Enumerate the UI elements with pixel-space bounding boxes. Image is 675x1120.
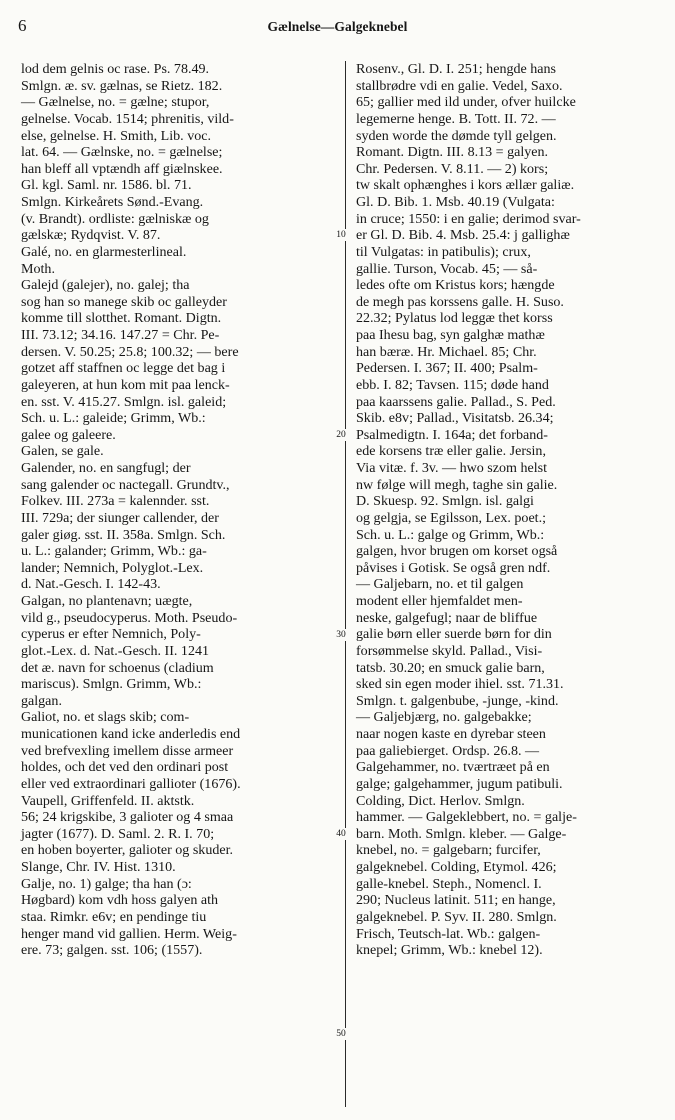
column-divider bbox=[345, 61, 346, 1107]
text-line: 65; gallier med ild under, ofver huilcke bbox=[356, 94, 576, 111]
text-line: ere. 73; galgen. sst. 106; (1557). bbox=[21, 942, 203, 959]
text-line: Slange, Chr. IV. Hist. 1310. bbox=[21, 859, 176, 875]
text-line: tw skalt ophænghes i kors ællær galiæ. bbox=[356, 177, 575, 194]
text-line: Rosenv., Gl. D. I. 251; hengde hans bbox=[356, 61, 557, 77]
text-line: Psalmedigtn. I. 164a; det forband- bbox=[356, 426, 548, 443]
text-line: Pedersen. I. 367; II. 400; Psalm- bbox=[356, 360, 538, 377]
text-line: nw følge will megh, taghe sin galie. bbox=[356, 476, 558, 493]
line-number: 50 bbox=[329, 1028, 353, 1040]
text-line: han bleff all vptændh aff giælnskee. bbox=[21, 160, 223, 177]
text-line: Smlgn. Kirkeårets Sønd.-Evang. bbox=[21, 194, 204, 210]
text-line: Sch. u. L.: galeide; Grimm, Wb.: bbox=[21, 410, 206, 427]
text-line: else, gelnelse. H. Smith, Lib. voc. bbox=[21, 127, 211, 144]
text-line: 56; 24 krigskibe, 3 galioter og 4 smaa bbox=[21, 809, 234, 826]
text-line: galgeknebel. Colding, Etymol. 426; bbox=[356, 859, 557, 875]
text-line: gelnelse. Vocab. 1514; phrenitis, vild- bbox=[21, 110, 234, 127]
text-line: d. Nat.-Gesch. I. 142-43. bbox=[21, 576, 161, 593]
text-line: u. L.: galander; Grimm, Wb.: ga- bbox=[21, 543, 207, 560]
text-line: sked sin egen moder ihiel. sst. 71.31. bbox=[356, 676, 564, 693]
text-line: hammer. — Galgeklebbert, no. = galje- bbox=[356, 809, 577, 826]
text-line: vild g., pseudocyperus. Moth. Pseudo- bbox=[21, 609, 238, 626]
text-line: — Galjebarn, no. et til galgen bbox=[356, 576, 524, 593]
text-line: (v. Brandt). ordliste: gælniskæ og bbox=[21, 210, 209, 227]
text-line: Galje, no. 1) galge; tha han (ɔ: bbox=[21, 875, 192, 892]
text-line: stallbrødre vdi en galie. Vedel, Saxo. bbox=[356, 77, 563, 94]
text-line: — Galjebjærg, no. galgebakke; bbox=[356, 709, 532, 726]
text-line: ede korsens træ eller galie. Jersin, bbox=[356, 443, 546, 460]
text-line: sog han so manege skib oc galleyder bbox=[21, 293, 227, 310]
text-line: neske, galgefugl; naar de bliffue bbox=[356, 609, 538, 626]
text-line: Vaupell, Griffenfeld. II. aktstk. bbox=[21, 792, 195, 809]
text-line: — Gælnelse, no. = gælne; stupor, bbox=[21, 94, 210, 111]
text-line: Galen, se gale. bbox=[21, 443, 104, 460]
text-line: dersen. V. 50.25; 25.8; 100.32; — bere bbox=[21, 343, 239, 360]
line-number: 30 bbox=[329, 629, 353, 641]
text-line: galgen, hvor brugen om korset også bbox=[356, 543, 558, 560]
text-line: 290; Nucleus latinit. 511; en hange, bbox=[356, 892, 556, 909]
text-line: galeyeren, at hun kom mit paa lenck- bbox=[21, 376, 230, 393]
line-number: 40 bbox=[329, 828, 353, 840]
text-line: galgeknebel. P. Syv. II. 280. Smlgn. bbox=[356, 908, 557, 925]
text-line: Galejd (galejer), no. galej; tha bbox=[21, 277, 190, 294]
text-line: galge; galgehammer, jugum patibuli. bbox=[356, 775, 563, 792]
text-line: galee og galeere. bbox=[21, 426, 116, 443]
text-line: paa Ihesu bag, syn galghæ mathæ bbox=[356, 327, 545, 343]
text-line: lander; Nemnich, Polyglot.-Lex. bbox=[21, 559, 204, 576]
text-line: Skib. e8v; Pallad., Visitatsb. 26.34; bbox=[356, 410, 554, 427]
text-line: galle-knebel. Steph., Nomencl. I. bbox=[356, 875, 542, 892]
right-column bbox=[356, 61, 668, 959]
text-line: mariscus). Smlgn. Grimm, Wb.: bbox=[21, 676, 202, 693]
text-line: ledes ofte om Kristus kors; hængde bbox=[356, 277, 555, 294]
text-line: Frisch, Teutsch-lat. Wb.: galgen- bbox=[356, 925, 541, 942]
text-line: gælskæ; Rydqvist. V. 87. bbox=[21, 227, 161, 244]
line-number: 10 bbox=[329, 229, 353, 241]
left-column bbox=[21, 61, 339, 959]
text-line: det æ. navn for schoenus (cladium bbox=[21, 659, 214, 676]
text-line: forsømmelse skyld. Pallad., Visi- bbox=[356, 642, 543, 659]
text-line: Galgehammer, no. tværtræet på en bbox=[356, 759, 550, 776]
text-line: henger mand vid gallien. Herm. Weig- bbox=[21, 925, 237, 942]
text-line: staa. Rimkr. e6v; en pendinge tiu bbox=[21, 908, 207, 925]
text-line: 22.32; Pylatus lod leggæ thet korss bbox=[356, 310, 553, 327]
text-line: eller ved extraordinari gallioter (1676). bbox=[21, 775, 241, 792]
text-line: han bæræ. Hr. Michael. 85; Chr. bbox=[356, 343, 537, 360]
running-head: Gælnelse—Galgeknebel bbox=[267, 19, 408, 34]
text-line: legemerne henge. B. Tott. II. 72. — bbox=[356, 110, 556, 127]
text-line: municationen kand icke anderledis end bbox=[21, 726, 241, 742]
text-line: tatsb. 30.20; en smuck galie barn, bbox=[356, 659, 545, 676]
text-line: Smlgn. æ. sv. gælnas, se Rietz. 182. bbox=[21, 77, 223, 94]
text-line: de megh pas korssens galle. H. Suso. bbox=[356, 293, 564, 310]
text-line: naar nogen kaste en dyrebar steen bbox=[356, 726, 546, 742]
text-line: Galender, no. en sangfugl; der bbox=[21, 460, 191, 476]
text-line: holdes, och det ved den ordinari post bbox=[21, 759, 229, 776]
text-line: påvises i Gotisk. Se også gren ndf. bbox=[356, 559, 551, 576]
text-line: Smlgn. t. galgenbube, -junge, -kind. bbox=[356, 692, 559, 709]
text-line: Sch. u. L.: galge og Grimm, Wb.: bbox=[356, 526, 545, 543]
text-line: Colding, Dict. Herlov. Smlgn. bbox=[356, 792, 525, 809]
text-line: Galgan, no plantenavn; uægte, bbox=[21, 593, 193, 609]
line-number: 20 bbox=[329, 429, 353, 441]
text-line: Folkev. III. 273a = kalennder. sst. bbox=[21, 493, 210, 510]
text-line: in cruce; 1550: i en galie; derimod svar- bbox=[356, 210, 581, 227]
text-line: Høgbard) kom vdh hoss galyen ath bbox=[21, 892, 219, 909]
text-line: Galiot, no. et slags skib; com- bbox=[21, 709, 190, 726]
text-line: paa galiebierget. Ordsp. 26.8. — bbox=[356, 742, 540, 759]
text-line: cyperus er efter Nemnich, Poly- bbox=[21, 626, 201, 643]
text-line: III. 73.12; 34.16. 147.27 = Chr. Pe- bbox=[21, 327, 220, 343]
text-line: galgan. bbox=[21, 692, 62, 709]
text-line: III. 729a; der siunger callender, der bbox=[21, 509, 219, 526]
text-line: gallie. Turson, Vocab. 45; — så- bbox=[356, 260, 538, 277]
text-line: Via vitæ. f. 3v. — hwo szom helst bbox=[356, 460, 547, 476]
text-line: glot.-Lex. d. Nat.-Gesch. II. 1241 bbox=[21, 642, 210, 659]
text-line: Gl. kgl. Saml. nr. 1586. bl. 71. bbox=[21, 177, 192, 194]
text-line: gotzet aff staffnen oc legge det bag i bbox=[21, 360, 226, 377]
page-number: 6 bbox=[18, 16, 27, 35]
text-line: knepel; Grimm, Wb.: knebel 12). bbox=[356, 942, 543, 959]
text-line: en hoben boyerter, galioter og skuder. bbox=[21, 842, 234, 859]
text-line: Gl. D. Bib. 1. Msb. 40.19 (Vulgata: bbox=[356, 194, 555, 210]
text-line: syden worde the dømde tyll gelgen. bbox=[356, 127, 557, 144]
text-line: ved brefvexling imellem disse armeer bbox=[21, 742, 234, 759]
text-line: Galé, no. en glarmesterlineal. bbox=[21, 243, 187, 260]
text-line: knebel, no. = galgebarn; furcifer, bbox=[356, 842, 541, 859]
text-line: jagter (1677). D. Saml. 2. R. I. 70; bbox=[21, 825, 215, 842]
text-line: sang galender oc nactegall. Grundtv., bbox=[21, 476, 230, 493]
text-line: Romant. Digtn. III. 8.13 = galyen. bbox=[356, 144, 549, 161]
text-line: galie børn eller suerde børn for din bbox=[356, 626, 552, 643]
text-line: lat. 64. — Gælnske, no. = gælnelse; bbox=[21, 144, 223, 161]
text-line: Chr. Pedersen. V. 8.11. — 2) kors; bbox=[356, 160, 549, 177]
text-line: galer giøg. sst. II. 358a. Smlgn. Sch. bbox=[21, 526, 226, 543]
text-line: Moth. bbox=[21, 260, 55, 277]
text-line: lod dem gelnis oc rase. Ps. 78.49. bbox=[21, 61, 210, 77]
text-line: og gelgja, se Egilsson, Lex. poet.; bbox=[356, 509, 546, 526]
text-line: paa kaarssens galie. Pallad., S. Ped. bbox=[356, 393, 556, 410]
text-line: en. sst. V. 415.27. Smlgn. isl. galeid; bbox=[21, 393, 227, 410]
text-line: til Vulgatas: in patibulis); crux, bbox=[356, 243, 531, 260]
text-line: er Gl. D. Bib. 4. Msb. 25.4: j gallighæ bbox=[356, 227, 570, 244]
text-line: barn. Moth. Smlgn. kleber. — Galge- bbox=[356, 825, 567, 842]
text-line: komme till slotthet. Romant. Digtn. bbox=[21, 310, 222, 327]
text-line: ebb. I. 82; Tavsen. 115; døde hand bbox=[356, 376, 549, 393]
text-line: modent eller hjemfaldet men- bbox=[356, 593, 523, 609]
text-line: D. Skuesp. 92. Smlgn. isl. galgi bbox=[356, 493, 534, 510]
